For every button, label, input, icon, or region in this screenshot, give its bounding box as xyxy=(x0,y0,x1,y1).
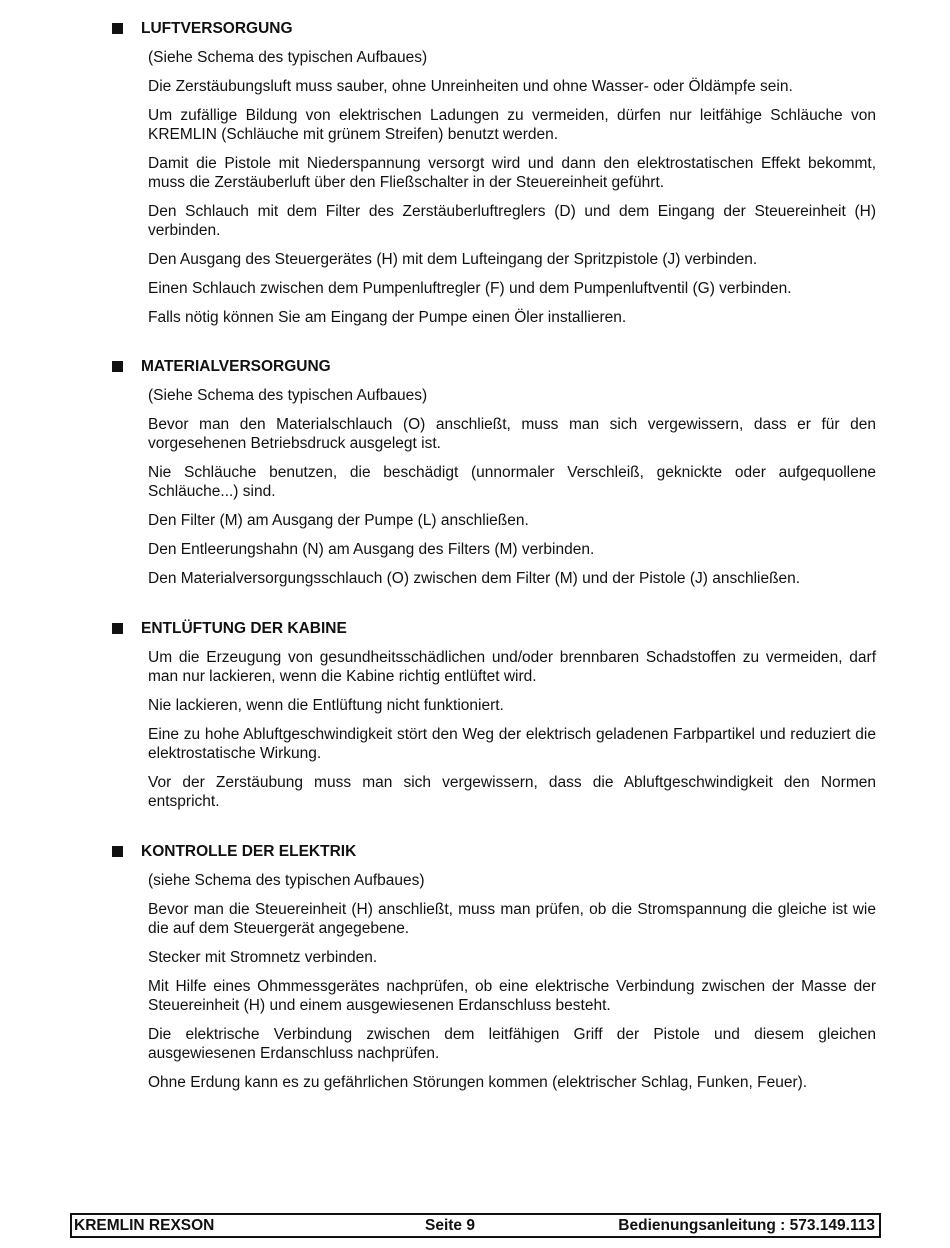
paragraph: Ohne Erdung kann es zu gefährlichen Störungen kommen (elektrischer Schlag, Funken, Feuer). xyxy=(148,1074,808,1091)
paragraph: Um die Erzeugung von gesundheitsschädlichen und/oder brennbaren Schadstoffen zu vermeiden, darf man nur lackieren, wenn die Kabine richtig entlüftet wird. xyxy=(148,649,876,685)
section-heading: KONTROLLE DER ELEKTRIK xyxy=(141,843,357,860)
square-bullet-icon xyxy=(112,846,123,857)
paragraph: Bevor man die Steuereinheit (H) anschließt, muss man prüfen, ob die Stromspannung die gleiche ist wie die auf dem Steuergerät angegebene. xyxy=(148,901,876,937)
paragraph: Vor der Zerstäubung muss man sich vergewissern, dass die Abluftgeschwindigkeit den Normen entspricht. xyxy=(148,774,876,810)
paragraph: Den Filter (M) am Ausgang der Pumpe (L) anschließen. xyxy=(148,512,529,529)
section-luftversorgung xyxy=(0,19,950,327)
paragraph: Um zufällige Bildung von elektrischen Ladungen zu vermeiden, dürfen nur leitfähige Schläuche von KREMLIN (Schläuche mit grünem Streifen) benutzt werden. xyxy=(148,107,876,143)
paragraph: Die elektrische Verbindung zwischen dem leitfähigen Griff der Pistole und diesem gleichen ausgewiesenen Erdanschluss nachprüfen. xyxy=(148,1026,876,1062)
paragraph: Damit die Pistole mit Niederspannung versorgt wird und dann den elektrostatischen Effekt bekommt, muss die Zerstäuberluft über den Fließschalter in der Steuereinheit geführt. xyxy=(148,155,876,191)
section-heading-row xyxy=(0,619,950,639)
paragraph: Mit Hilfe eines Ohmmessgerätes nachprüfen, ob eine elektrische Verbindung zwischen der Masse der Steuereinheit (H) und einem ausgewiesenen Erdanschluss besteht. xyxy=(148,978,876,1014)
section-materialversorgung xyxy=(0,357,950,588)
square-bullet-icon xyxy=(112,23,123,34)
paragraph: Die Zerstäubungsluft muss sauber, ohne Unreinheiten und ohne Wasser- oder Öldämpfe sein. xyxy=(148,78,793,95)
paragraph: (Siehe Schema des typischen Aufbaues) xyxy=(148,49,428,66)
paragraph: (siehe Schema des typischen Aufbaues) xyxy=(148,872,425,889)
section-heading-row xyxy=(0,19,950,39)
square-bullet-icon xyxy=(112,623,123,634)
footer-brand: KREMLIN REXSON xyxy=(74,1217,215,1234)
paragraph: (Siehe Schema des typischen Aufbaues) xyxy=(148,387,428,404)
footer-page-number: Seite 9 xyxy=(425,1217,475,1234)
section-heading-row xyxy=(0,357,950,377)
section-heading: LUFTVERSORGUNG xyxy=(141,20,293,37)
section-entlueftung-der-kabine xyxy=(0,619,950,811)
paragraph: Einen Schlauch zwischen dem Pumpenluftregler (F) und dem Pumpenluftventil (G) verbinden. xyxy=(148,280,792,297)
paragraph: Nie Schläuche benutzen, die beschädigt (unnormaler Verschleiß, geknickte oder aufgequollene Schläuche...) sind. xyxy=(148,464,876,500)
section-heading-row xyxy=(0,842,950,862)
section-kontrolle-der-elektrik xyxy=(0,842,950,1092)
section-heading: ENTLÜFTUNG DER KABINE xyxy=(141,620,347,637)
section-heading: MATERIALVERSORGUNG xyxy=(141,358,331,375)
paragraph: Den Ausgang des Steuergerätes (H) mit dem Lufteingang der Spritzpistole (J) verbinden. xyxy=(148,251,758,268)
footer-manual-number: Bedienungsanleitung : 573.149.113 xyxy=(618,1217,875,1234)
page-footer xyxy=(70,1213,881,1238)
paragraph: Stecker mit Stromnetz verbinden. xyxy=(148,949,378,966)
paragraph: Eine zu hohe Abluftgeschwindigkeit stört den Weg der elektrisch geladenen Farbpartikel und reduziert die elektrostatische Wirkung. xyxy=(148,726,876,762)
paragraph: Den Materialversorgungsschlauch (O) zwischen dem Filter (M) und der Pistole (J) anschließen. xyxy=(148,570,801,587)
paragraph: Bevor man den Materialschlauch (O) anschließt, muss man sich vergewissern, dass er für den vorgesehenen Betriebsdruck ausgelegt ist. xyxy=(148,416,876,452)
paragraph: Nie lackieren, wenn die Entlüftung nicht funktioniert. xyxy=(148,697,504,714)
paragraph: Den Entleerungshahn (N) am Ausgang des Filters (M) verbinden. xyxy=(148,541,595,558)
paragraph: Falls nötig können Sie am Eingang der Pumpe einen Öler installieren. xyxy=(148,309,627,326)
paragraph: Den Schlauch mit dem Filter des Zerstäuberluftreglers (D) und dem Eingang der Steuereinheit (H) verbinden. xyxy=(148,203,876,239)
square-bullet-icon xyxy=(112,361,123,372)
